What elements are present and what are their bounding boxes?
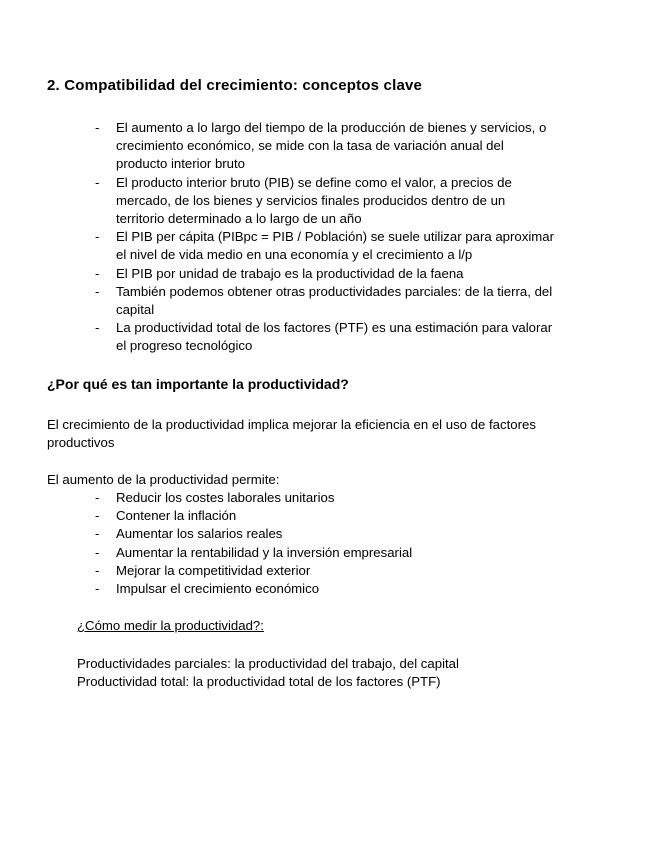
concept-item: - El PIB por unidad de trabajo es la productividad de la faena: [95, 265, 585, 283]
question-heading: ¿Por qué es tan importante la productividad?: [47, 376, 349, 392]
concept-item: - El PIB per cápita (PIBpc = PIB / Población) se suele utilizar para aproximar el nivel de vida medio en una economía y el crecimiento a l/p: [95, 228, 585, 264]
efficiency-paragraph: El crecimiento de la productividad implica mejorar la eficiencia en el uso de factores productivos: [47, 417, 536, 451]
benefit-item: - Aumentar la rentabilidad y la inversión empresarial: [95, 544, 585, 562]
measure-lines: Productividades parciales: la productividad del trabajo, del capital Productividad total: la productividad total de los factores (PTF): [77, 656, 459, 690]
benefit-item: - Contener la inflación: [95, 507, 585, 525]
benefits-list: [95, 489, 585, 598]
benefit-item: - Mejorar la competitividad exterior: [95, 562, 585, 580]
concept-item: - También podemos obtener otras productividades parciales: de la tierra, del capital: [95, 283, 585, 319]
benefits-intro: El aumento de la productividad permite:: [47, 472, 280, 487]
measure-subheading: ¿Cómo medir la productividad?:: [77, 618, 264, 633]
concept-item: - La productividad total de los factores (PTF) es una estimación para valorar el progreso tecnológico: [95, 319, 585, 355]
benefit-item: - Impulsar el crecimiento económico: [95, 580, 585, 598]
concept-item: - El aumento a lo largo del tiempo de la producción de bienes y servicios, o crecimiento económico, se mide con la tasa de variación anual del producto interior bruto: [95, 119, 585, 174]
section-title: 2. Compatibilidad del crecimiento: conceptos clave: [47, 77, 423, 94]
concept-item: - El producto interior bruto (PIB) se define como el valor, a precios de mercado, de los bienes y servicios finales producidos dentro de un territorio determinado a lo largo de un año: [95, 174, 585, 229]
concepts-list: [95, 119, 585, 356]
benefit-item: - Aumentar los salarios reales: [95, 525, 585, 543]
benefit-item: - Reducir los costes laborales unitarios: [95, 489, 585, 507]
